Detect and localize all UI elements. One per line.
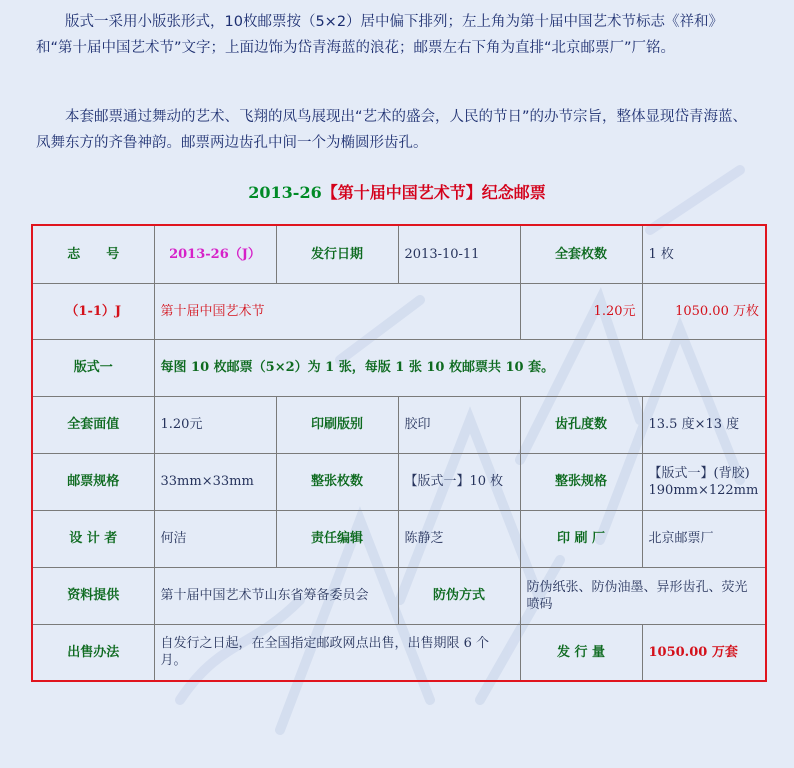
intro-paragraph-2: 本套邮票通过舞动的艺术、飞翔的凤鸟展现出“艺术的盛会，人民的节日”的办节宗旨，整体显现岱青海蓝、凤舞东方的齐鲁神韵。邮票两边齿孔中间一个为椭圆形齿孔。	[36, 109, 748, 151]
label-sheet-count: 整张枚数	[276, 453, 398, 510]
table-row	[32, 453, 766, 510]
anti-counterfeit-value: 防伪纸张、防伪油墨、异形齿孔、荧光喷码	[520, 567, 766, 624]
editor-value: 陈静芝	[398, 510, 520, 567]
stamp-face-value: 1.20元	[520, 283, 642, 339]
table-row	[32, 396, 766, 453]
label-print-type: 印刷版别	[276, 396, 398, 453]
stamp-title-code: 2013-26	[248, 183, 322, 202]
stamp-title-name: 【第十届中国艺术节】纪念邮票	[321, 183, 546, 202]
label-issue-volume: 发 行 量	[520, 624, 642, 681]
stamp-quantity: 1050.00 万枚	[642, 283, 766, 339]
format-one-value: 每图 10 枚邮票（5×2）为 1 张，每版 1 张 10 枚邮票共 10 套。	[154, 339, 766, 396]
intro-paragraph-1: 版式一采用小版张形式，10枚邮票按（5×2）居中偏下排列；左上角为第十届中国艺术节标志《祥和》和“第十届中国艺术节”文字；上面边饰为岱青海蓝的浪花；邮票左右下角为直排“北京邮票厂”厂铭。	[36, 14, 724, 56]
table-row	[32, 339, 766, 396]
label-set-face: 全套面值	[32, 396, 154, 453]
label-stamp-size: 邮票规格	[32, 453, 154, 510]
set-count-value: 1 枚	[642, 225, 766, 283]
designer-value: 何洁	[154, 510, 276, 567]
stamp-code: （1-1）J	[32, 283, 154, 339]
stamp-size-value: 33mm×33mm	[154, 453, 276, 510]
stamp-info-table	[31, 224, 767, 682]
label-sheet-size: 整张规格	[520, 453, 642, 510]
label-stamp-id: 志 号	[32, 225, 154, 283]
table-row	[32, 567, 766, 624]
stamp-title	[0, 180, 794, 203]
table-row	[32, 624, 766, 681]
printer-value: 北京邮票厂	[642, 510, 766, 567]
sale-method-value: 自发行之日起，在全国指定邮政网点出售，出售期限 6 个月。	[154, 624, 520, 681]
table-row	[32, 283, 766, 339]
stamp-id-value: 2013-26（J）	[154, 225, 276, 283]
label-issue-date: 发行日期	[276, 225, 398, 283]
label-source: 资料提供	[32, 567, 154, 624]
table-row	[32, 225, 766, 283]
perforation-value: 13.5 度×13 度	[642, 396, 766, 453]
stamp-name: 第十届中国艺术节	[154, 283, 520, 339]
label-sale-method: 出售办法	[32, 624, 154, 681]
set-face-value: 1.20元	[154, 396, 276, 453]
source-value: 第十届中国艺术节山东省筹备委员会	[154, 567, 398, 624]
sheet-count-value: 【版式一】10 枚	[398, 453, 520, 510]
label-printer: 印 刷 厂	[520, 510, 642, 567]
print-type-value: 胶印	[398, 396, 520, 453]
label-format-one: 版式一	[32, 339, 154, 396]
label-set-count: 全套枚数	[520, 225, 642, 283]
sheet-size-value: 【版式一】(背胶) 190mm×122mm	[642, 453, 766, 510]
label-anti-counterfeit: 防伪方式	[398, 567, 520, 624]
label-designer: 设 计 者	[32, 510, 154, 567]
issue-date-value: 2013-10-11	[398, 225, 520, 283]
issue-volume-value: 1050.00 万套	[642, 624, 766, 681]
table-row	[32, 510, 766, 567]
label-perforation: 齿孔度数	[520, 396, 642, 453]
label-editor: 责任编辑	[276, 510, 398, 567]
